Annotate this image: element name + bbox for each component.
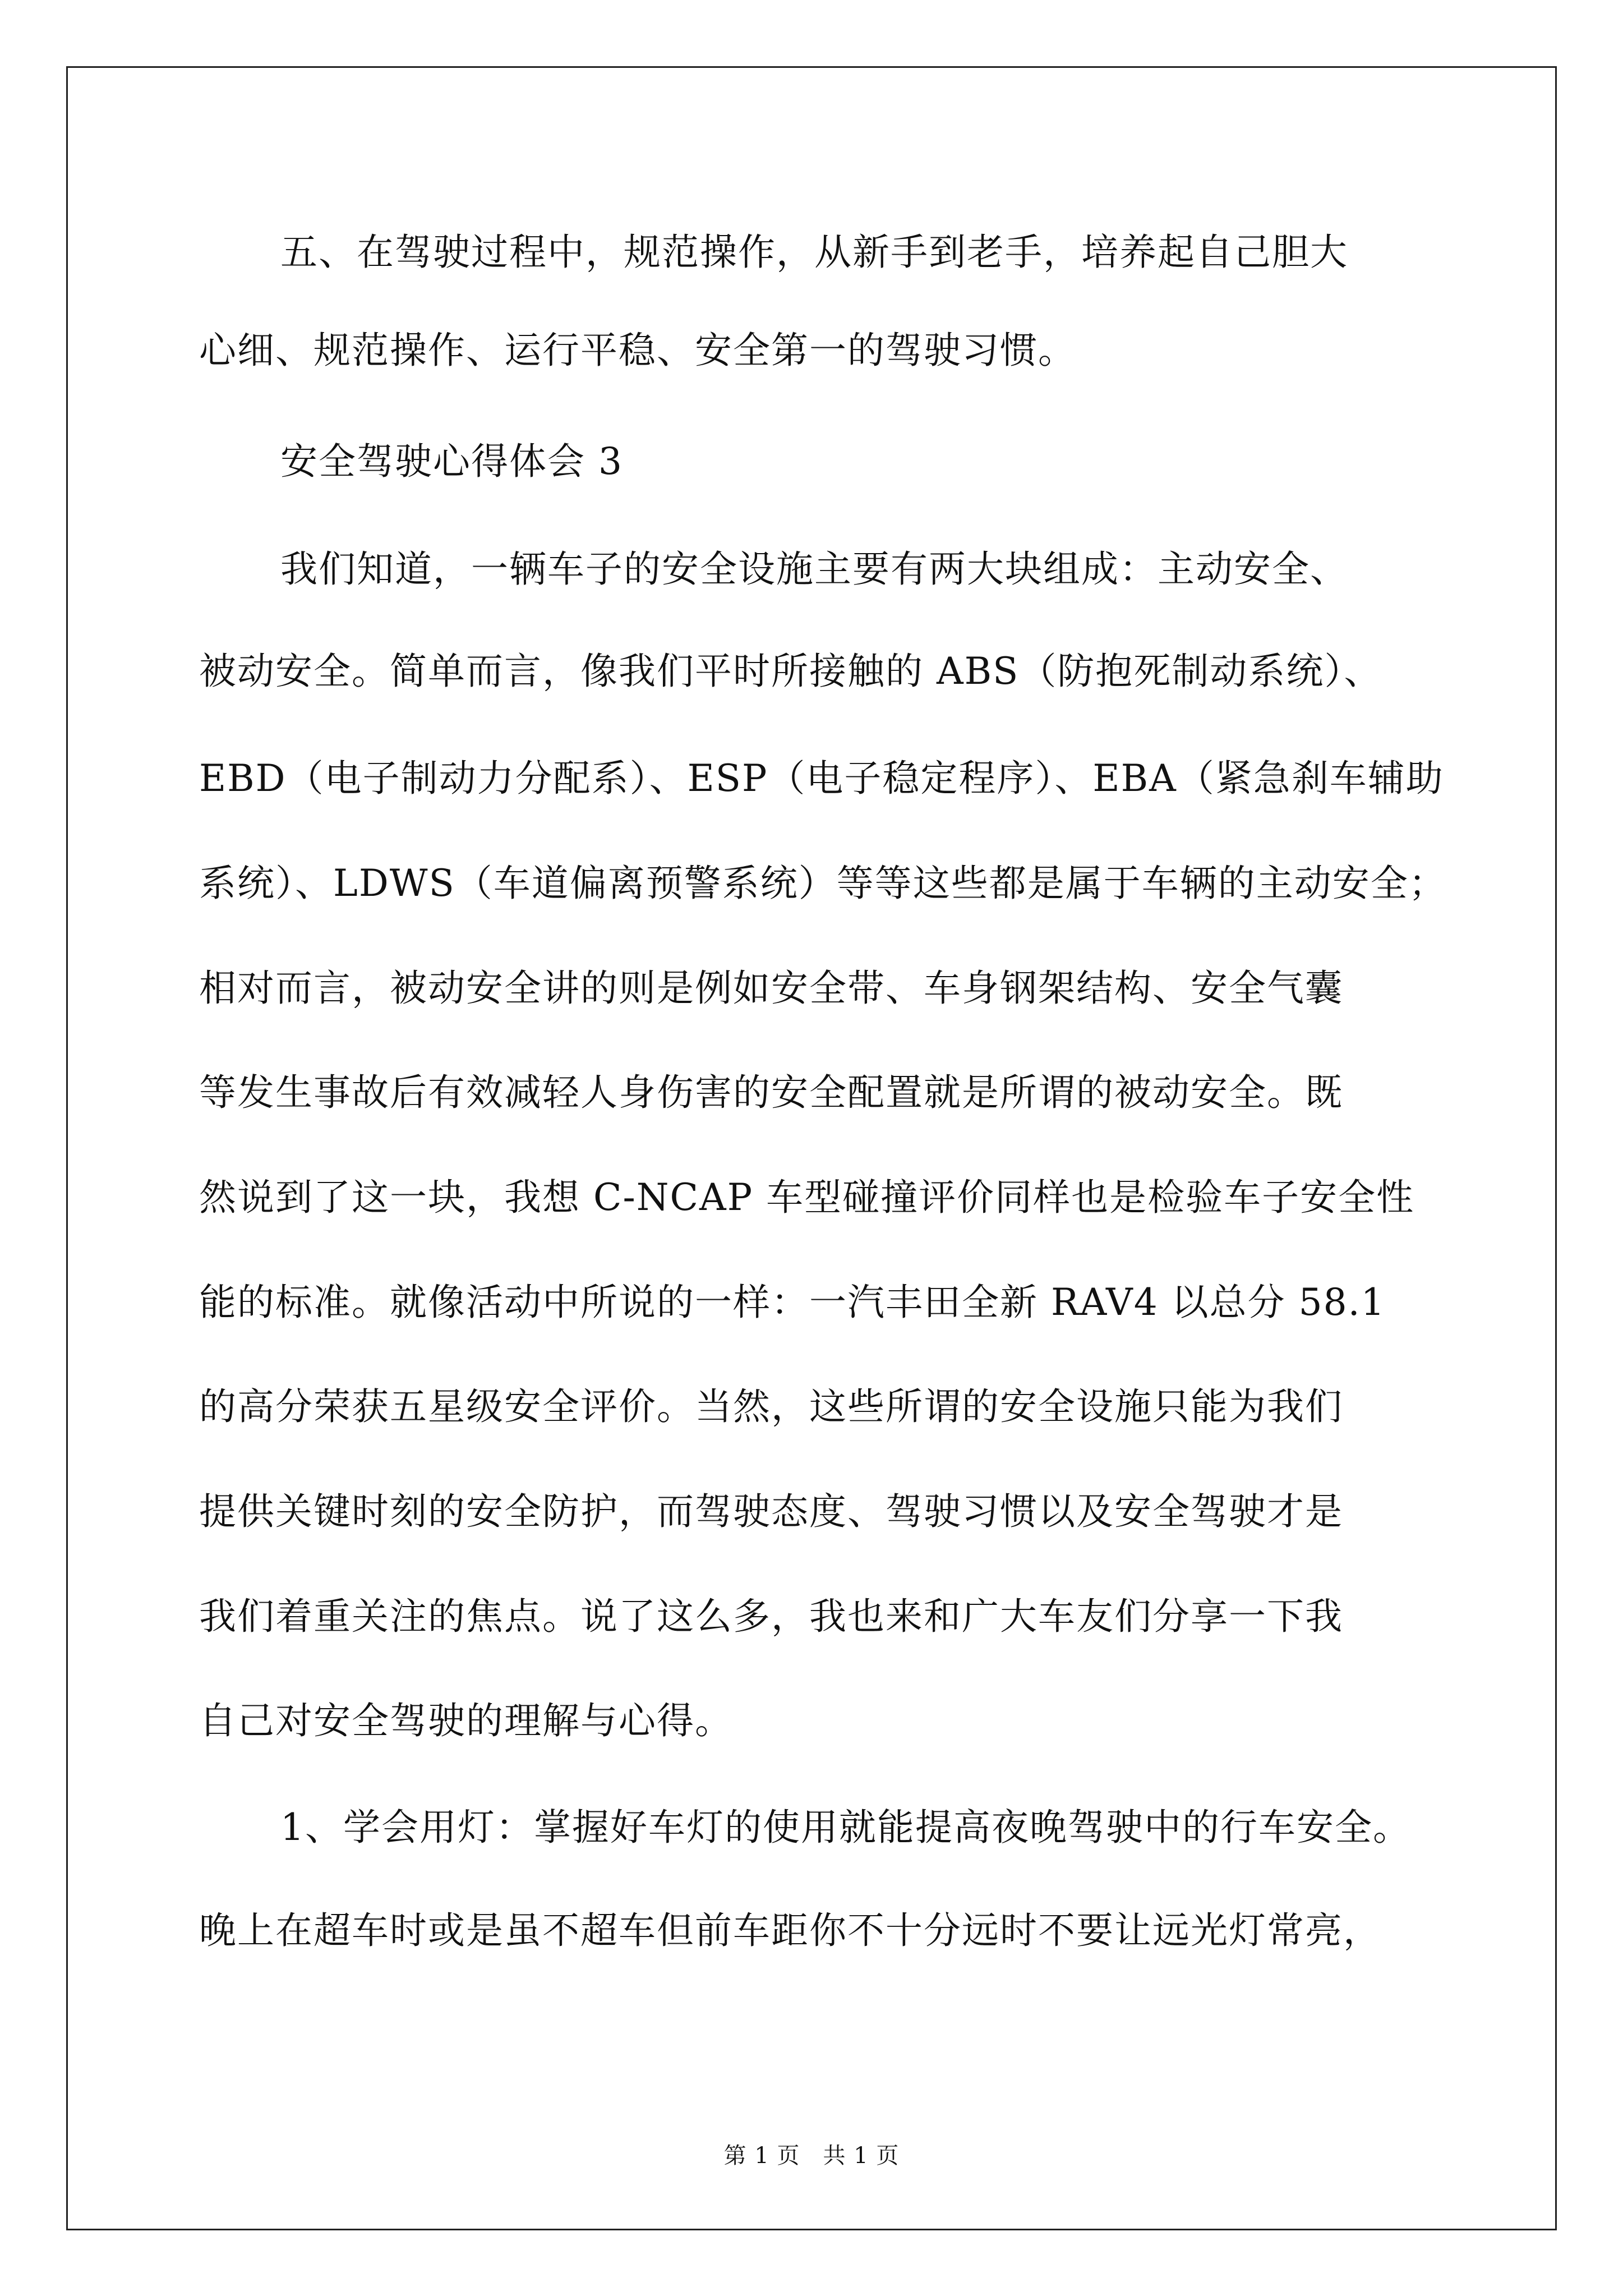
- paragraph-line: 心细、规范操作、运行平稳、安全第一的驾驶习惯。: [199, 329, 1076, 372]
- paragraph-line: 五、在驾驶过程中，规范操作，从新手到老手，培养起自己胆大: [280, 231, 1348, 274]
- paragraph-line: 自己对安全驾驶的理解与心得。: [199, 1699, 733, 1742]
- page-border: [66, 66, 1557, 2230]
- paragraph-line: 我们知道，一辆车子的安全设施主要有两大块组成：主动安全、: [280, 547, 1348, 591]
- paragraph-line: 我们着重关注的焦点。说了这么多，我也来和广大车友们分享一下我: [199, 1595, 1343, 1638]
- paragraph-line: 提供关键时刻的安全防护，而驾驶态度、驾驶习惯以及安全驾驶才是: [199, 1490, 1343, 1533]
- paragraph-line: 晚上在超车时或是虽不超车但前车距你不十分远时不要让远光灯常亮，: [199, 1909, 1381, 1952]
- section-heading: 安全驾驶心得体会 3: [280, 440, 623, 483]
- page-footer: 第 1 页 共 1 页: [723, 2143, 900, 2169]
- paragraph-line: 然说到了这一块，我想 C-NCAP 车型碰撞评价同样也是检验车子安全性: [199, 1176, 1415, 1219]
- paragraph-line: 被动安全。简单而言，像我们平时所接触的 ABS（防抱死制动系统）、: [199, 650, 1382, 693]
- paragraph-line: 等发生事故后有效减轻人身伤害的安全配置就是所谓的被动安全。既: [199, 1071, 1343, 1114]
- paragraph-line: EBD（电子制动力分配系）、ESP（电子稳定程序）、EBA（紧急刹车辅助: [199, 757, 1444, 800]
- paragraph-line: 系统）、LDWS（车道偏离预警系统）等等这些都是属于车辆的主动安全；: [199, 862, 1447, 905]
- paragraph-line: 的高分荣获五星级安全评价。当然，这些所谓的安全设施只能为我们: [199, 1385, 1343, 1428]
- paragraph-line: 1、学会用灯：掌握好车灯的使用就能提高夜晚驾驶中的行车安全。: [280, 1806, 1411, 1849]
- paragraph-line: 相对而言，被动安全讲的则是例如安全带、车身钢架结构、安全气囊: [199, 967, 1343, 1010]
- paragraph-line: 能的标准。就像活动中所说的一样：一汽丰田全新 RAV4 以总分 58.1: [199, 1281, 1386, 1324]
